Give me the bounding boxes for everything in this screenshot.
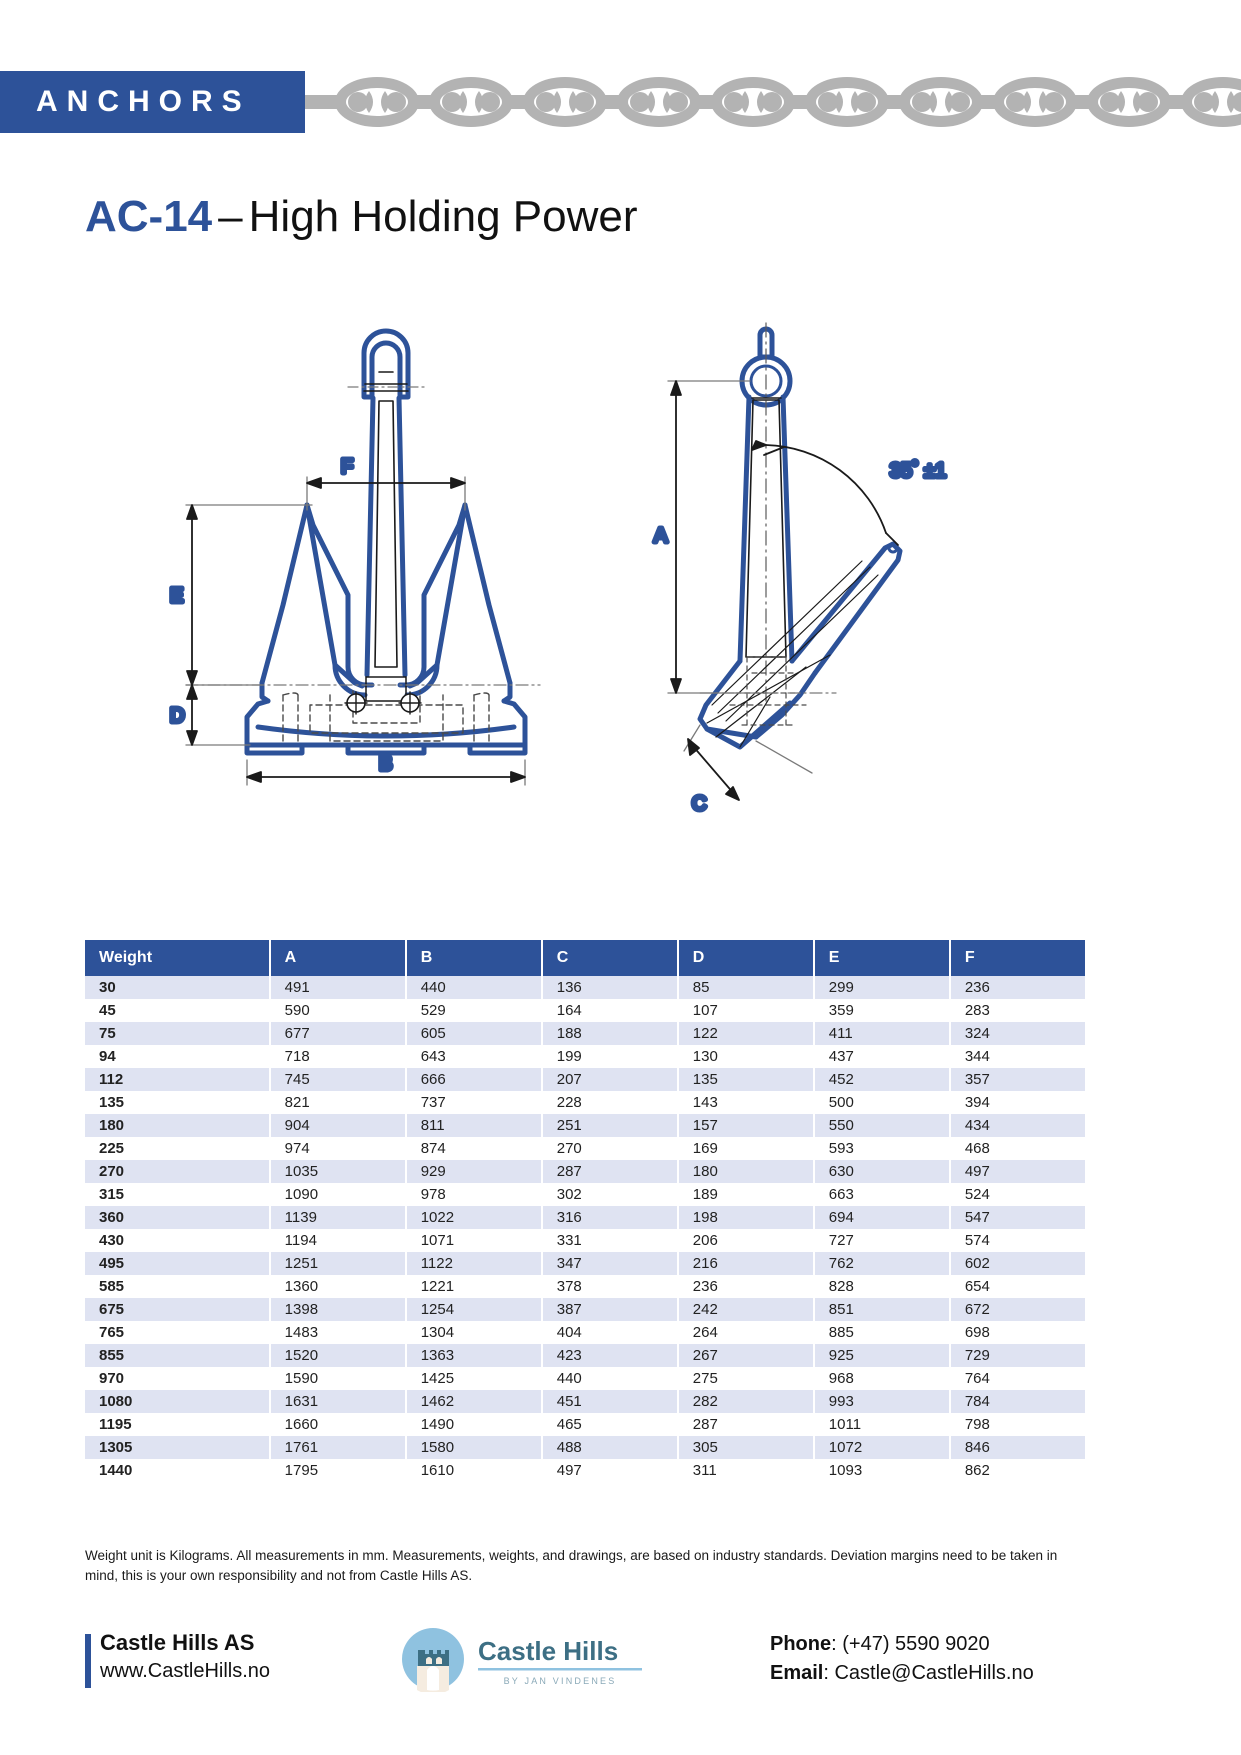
cell-c: 302 xyxy=(542,1183,678,1206)
technical-drawings xyxy=(0,305,1241,815)
cell-a: 1194 xyxy=(270,1229,406,1252)
cell-e: 550 xyxy=(814,1114,950,1137)
cell-e: 500 xyxy=(814,1091,950,1114)
cell-f: 468 xyxy=(964,1140,990,1157)
page-header xyxy=(0,71,1241,133)
cell-d: 287 xyxy=(678,1413,814,1436)
table-row xyxy=(85,1459,1085,1482)
cell-a: 974 xyxy=(270,1137,406,1160)
cell-b: 529 xyxy=(406,999,542,1022)
cell-e: 411 xyxy=(814,1022,950,1045)
footer-phone-label: Phone xyxy=(770,1633,832,1655)
column-header-d: D xyxy=(678,940,814,976)
table-row xyxy=(85,1229,1085,1252)
cell-e: 1072 xyxy=(814,1436,950,1459)
cell-c: 497 xyxy=(542,1459,678,1482)
table-row xyxy=(85,1298,1085,1321)
cell-weight: 675 xyxy=(85,1298,270,1321)
cell-f: 394 xyxy=(964,1094,990,1111)
cell-b: 1221 xyxy=(406,1275,542,1298)
cell-b: 1254 xyxy=(406,1298,542,1321)
cell-c: 199 xyxy=(542,1045,678,1068)
cell-a: 1398 xyxy=(270,1298,406,1321)
cell-f: 654 xyxy=(964,1278,990,1295)
cell-e: 359 xyxy=(814,999,950,1022)
cell-b: 811 xyxy=(406,1114,542,1137)
cell-f: 672 xyxy=(964,1301,990,1318)
table-row xyxy=(85,1390,1085,1413)
cell-e: 437 xyxy=(814,1045,950,1068)
cell-f: 798 xyxy=(964,1416,990,1433)
cell-d: 85 xyxy=(678,976,814,999)
cell-d: 264 xyxy=(678,1321,814,1344)
cell-e: 851 xyxy=(814,1298,950,1321)
castle-hills-logo xyxy=(400,1626,650,1692)
cell-c: 164 xyxy=(542,999,678,1022)
cell-c: 440 xyxy=(542,1367,678,1390)
cell-e: 452 xyxy=(814,1068,950,1091)
cell-a: 1660 xyxy=(270,1413,406,1436)
cell-c: 188 xyxy=(542,1022,678,1045)
cell-e: 1093 xyxy=(814,1459,950,1482)
anchor-side-view-drawing xyxy=(700,323,900,747)
disclaimer-text: Weight unit is Kilograms. All measurements in mm. Measurements, weights, and drawings, are based on industry standards. Deviation margins need to be taken in mind, this is your own responsibility and not from Castle Hills AS. xyxy=(85,1548,1058,1583)
cell-f: 283 xyxy=(964,1002,990,1019)
footer-email-label: Email xyxy=(770,1662,824,1684)
cell-weight: 855 xyxy=(85,1344,270,1367)
cell-f: 434 xyxy=(964,1117,990,1134)
footer-email-value[interactable]: : Castle@CastleHills.no xyxy=(823,1662,1034,1684)
footer-company-name: Castle Hills AS xyxy=(100,1630,255,1655)
table-body xyxy=(85,976,1085,1482)
cell-d: 282 xyxy=(678,1390,814,1413)
cell-f: 324 xyxy=(964,1025,990,1042)
cell-weight: 585 xyxy=(85,1275,270,1298)
cell-d: 180 xyxy=(678,1160,814,1183)
footer-phone-value: : (+47) 5590 9020 xyxy=(831,1633,990,1655)
cell-weight: 30 xyxy=(85,976,270,999)
cell-f: 357 xyxy=(964,1071,990,1088)
cell-weight: 270 xyxy=(85,1160,270,1183)
table-row xyxy=(85,1114,1085,1137)
cell-e: 727 xyxy=(814,1229,950,1252)
table-row xyxy=(85,1321,1085,1344)
cell-e: 993 xyxy=(814,1390,950,1413)
product-code: AC-14 xyxy=(85,192,213,241)
cell-a: 1795 xyxy=(270,1459,406,1482)
table-row xyxy=(85,1252,1085,1275)
cell-b: 1022 xyxy=(406,1206,542,1229)
cell-e: 968 xyxy=(814,1367,950,1390)
cell-f: 344 xyxy=(964,1048,990,1065)
cell-e: 299 xyxy=(814,976,950,999)
page-title xyxy=(85,192,638,242)
angle-label-35-degrees: 35˚ ±1 xyxy=(889,460,947,482)
cell-b: 1580 xyxy=(406,1436,542,1459)
anchor-specifications-table xyxy=(85,940,1085,1482)
cell-d: 267 xyxy=(678,1344,814,1367)
cell-f: 236 xyxy=(964,979,990,996)
cell-b: 1610 xyxy=(406,1459,542,1482)
cell-d: 198 xyxy=(678,1206,814,1229)
anchor-front-view-drawing xyxy=(247,331,525,753)
table-row xyxy=(85,1206,1085,1229)
cell-c: 207 xyxy=(542,1068,678,1091)
cell-e: 762 xyxy=(814,1252,950,1275)
cell-e: 630 xyxy=(814,1160,950,1183)
cell-e: 828 xyxy=(814,1275,950,1298)
cell-weight: 315 xyxy=(85,1183,270,1206)
cell-c: 287 xyxy=(542,1160,678,1183)
cell-a: 1631 xyxy=(270,1390,406,1413)
cell-b: 605 xyxy=(406,1022,542,1045)
cell-b: 978 xyxy=(406,1183,542,1206)
cell-b: 929 xyxy=(406,1160,542,1183)
anchor-drawings-svg xyxy=(0,305,1241,815)
column-header-a: A xyxy=(270,940,406,976)
footer-email-line xyxy=(770,1659,1034,1688)
table-row xyxy=(85,1436,1085,1459)
table-row xyxy=(85,1045,1085,1068)
column-header-weight: Weight xyxy=(85,940,270,976)
cell-a: 1520 xyxy=(270,1344,406,1367)
cell-a: 1360 xyxy=(270,1275,406,1298)
cell-d: 107 xyxy=(678,999,814,1022)
title-dash: – xyxy=(218,192,243,241)
product-subtitle: High Holding Power xyxy=(248,192,638,241)
dimension-label-e: E xyxy=(170,585,184,607)
cell-b: 874 xyxy=(406,1137,542,1160)
cell-e: 694 xyxy=(814,1206,950,1229)
cell-d: 130 xyxy=(678,1045,814,1068)
table-row xyxy=(85,1367,1085,1390)
table-row xyxy=(85,1068,1085,1091)
column-header-b: B xyxy=(406,940,542,976)
cell-weight: 112 xyxy=(85,1068,270,1091)
cell-c: 387 xyxy=(542,1298,678,1321)
cell-weight: 45 xyxy=(85,999,270,1022)
cell-d: 236 xyxy=(678,1275,814,1298)
anchors-banner-label: ANCHORS xyxy=(36,85,251,118)
cell-e: 593 xyxy=(814,1137,950,1160)
cell-a: 821 xyxy=(270,1091,406,1114)
table-row xyxy=(85,999,1085,1022)
cell-d: 206 xyxy=(678,1229,814,1252)
column-header-c: C xyxy=(542,940,678,976)
cell-c: 451 xyxy=(542,1390,678,1413)
cell-d: 189 xyxy=(678,1183,814,1206)
cell-weight: 495 xyxy=(85,1252,270,1275)
cell-a: 745 xyxy=(270,1068,406,1091)
cell-f: 698 xyxy=(964,1324,990,1341)
cell-c: 136 xyxy=(542,976,678,999)
footer-website-link[interactable]: www.CastleHills.no xyxy=(100,1660,271,1682)
logo-tagline: BY JAN VINDENES xyxy=(503,1676,617,1686)
cell-a: 491 xyxy=(270,976,406,999)
table-header-row xyxy=(85,940,1085,976)
table-row xyxy=(85,1413,1085,1436)
cell-b: 666 xyxy=(406,1068,542,1091)
anchor-chain-icon xyxy=(305,71,1241,133)
cell-b: 1304 xyxy=(406,1321,542,1344)
dimension-label-d: D xyxy=(170,705,185,727)
cell-f: 524 xyxy=(964,1186,990,1203)
cell-weight: 1440 xyxy=(85,1459,270,1482)
cell-a: 1035 xyxy=(270,1160,406,1183)
table-row xyxy=(85,1091,1085,1114)
cell-d: 275 xyxy=(678,1367,814,1390)
table-row xyxy=(85,976,1085,999)
cell-c: 251 xyxy=(542,1114,678,1137)
cell-d: 135 xyxy=(678,1068,814,1091)
cell-e: 1011 xyxy=(814,1413,950,1436)
cell-a: 1483 xyxy=(270,1321,406,1344)
column-header-f: F xyxy=(950,940,1085,976)
cell-b: 1462 xyxy=(406,1390,542,1413)
cell-f: 547 xyxy=(964,1209,990,1226)
cell-c: 347 xyxy=(542,1252,678,1275)
logo-wordmark: Castle Hills xyxy=(478,1636,619,1666)
cell-a: 1590 xyxy=(270,1367,406,1390)
cell-c: 404 xyxy=(542,1321,678,1344)
cell-weight: 765 xyxy=(85,1321,270,1344)
cell-f: 729 xyxy=(964,1347,990,1364)
column-header-e: E xyxy=(814,940,950,976)
cell-d: 122 xyxy=(678,1022,814,1045)
cell-e: 925 xyxy=(814,1344,950,1367)
cell-b: 1490 xyxy=(406,1413,542,1436)
cell-d: 305 xyxy=(678,1436,814,1459)
dimension-label-f: F xyxy=(341,456,354,478)
cell-weight: 1195 xyxy=(85,1413,270,1436)
cell-d: 216 xyxy=(678,1252,814,1275)
cell-weight: 970 xyxy=(85,1367,270,1390)
cell-b: 737 xyxy=(406,1091,542,1114)
footer-contact-info xyxy=(770,1630,1034,1688)
cell-b: 1071 xyxy=(406,1229,542,1252)
cell-weight: 180 xyxy=(85,1114,270,1137)
cell-a: 1090 xyxy=(270,1183,406,1206)
page-footer xyxy=(0,1630,1241,1720)
table-row xyxy=(85,1183,1085,1206)
table-row xyxy=(85,1344,1085,1367)
cell-c: 270 xyxy=(542,1137,678,1160)
cell-f: 846 xyxy=(964,1439,990,1456)
dimension-label-c: C xyxy=(692,793,707,815)
cell-c: 228 xyxy=(542,1091,678,1114)
cell-weight: 225 xyxy=(85,1137,270,1160)
dimension-label-b: B xyxy=(379,753,393,775)
cell-d: 311 xyxy=(678,1459,814,1482)
table-row xyxy=(85,1022,1085,1045)
cell-weight: 75 xyxy=(85,1022,270,1045)
cell-f: 764 xyxy=(964,1370,990,1387)
cell-f: 497 xyxy=(964,1163,990,1180)
cell-a: 904 xyxy=(270,1114,406,1137)
cell-weight: 135 xyxy=(85,1091,270,1114)
cell-b: 643 xyxy=(406,1045,542,1068)
cell-e: 885 xyxy=(814,1321,950,1344)
table-row xyxy=(85,1160,1085,1183)
footer-phone-line xyxy=(770,1630,1034,1659)
cell-a: 677 xyxy=(270,1022,406,1045)
table-row xyxy=(85,1275,1085,1298)
cell-c: 378 xyxy=(542,1275,678,1298)
cell-weight: 94 xyxy=(85,1045,270,1068)
cell-d: 157 xyxy=(678,1114,814,1137)
cell-d: 242 xyxy=(678,1298,814,1321)
cell-weight: 1305 xyxy=(85,1436,270,1459)
cell-a: 1251 xyxy=(270,1252,406,1275)
cell-d: 143 xyxy=(678,1091,814,1114)
cell-c: 465 xyxy=(542,1413,678,1436)
cell-f: 784 xyxy=(964,1393,990,1410)
cell-b: 1122 xyxy=(406,1252,542,1275)
table-row xyxy=(85,1137,1085,1160)
cell-e: 663 xyxy=(814,1183,950,1206)
cell-c: 423 xyxy=(542,1344,678,1367)
cell-weight: 430 xyxy=(85,1229,270,1252)
cell-f: 574 xyxy=(964,1232,990,1249)
cell-f: 602 xyxy=(964,1255,990,1272)
cell-c: 316 xyxy=(542,1206,678,1229)
cell-b: 440 xyxy=(406,976,542,999)
cell-c: 331 xyxy=(542,1229,678,1252)
cell-f: 862 xyxy=(964,1462,990,1479)
cell-c: 488 xyxy=(542,1436,678,1459)
cell-a: 590 xyxy=(270,999,406,1022)
cell-weight: 360 xyxy=(85,1206,270,1229)
anchors-category-banner xyxy=(0,71,305,133)
cell-b: 1425 xyxy=(406,1367,542,1390)
cell-b: 1363 xyxy=(406,1344,542,1367)
cell-a: 718 xyxy=(270,1045,406,1068)
footer-accent-bar xyxy=(85,1634,91,1688)
cell-a: 1139 xyxy=(270,1206,406,1229)
cell-a: 1761 xyxy=(270,1436,406,1459)
cell-weight: 1080 xyxy=(85,1390,270,1413)
dimension-label-a: A xyxy=(654,525,668,547)
cell-d: 169 xyxy=(678,1137,814,1160)
